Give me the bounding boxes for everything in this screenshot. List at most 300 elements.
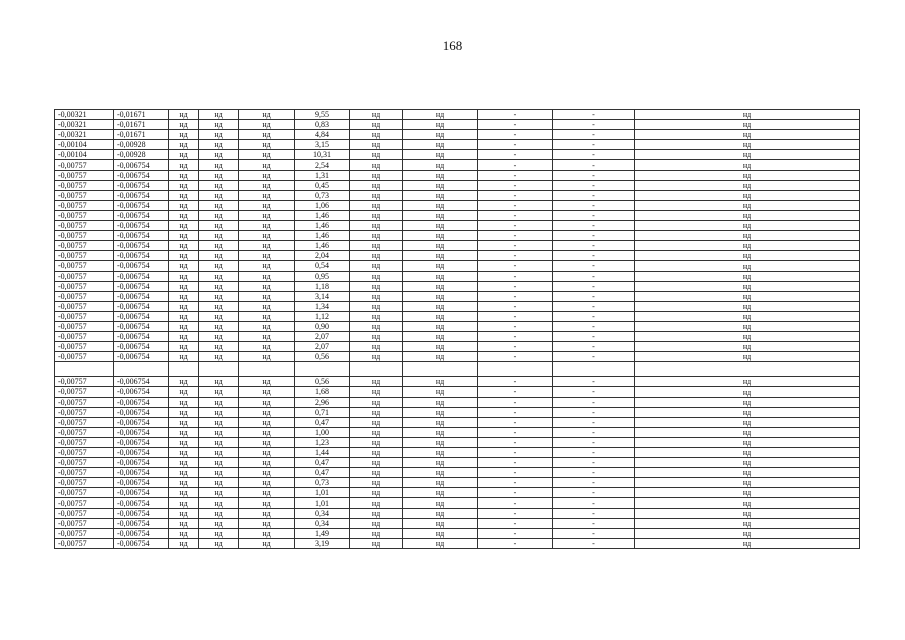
table-cell: нд bbox=[635, 377, 860, 387]
table-cell: 4,84 bbox=[295, 130, 350, 140]
table-row bbox=[55, 427, 860, 437]
table-cell: нд bbox=[635, 160, 860, 170]
table-cell: нд bbox=[350, 130, 403, 140]
table-cell: -0,006754 bbox=[114, 427, 169, 437]
table-cell: нд bbox=[199, 468, 239, 478]
table-cell: -0,00321 bbox=[55, 120, 114, 130]
table-cell: нд bbox=[635, 352, 860, 362]
spacer-row bbox=[55, 362, 860, 377]
table-cell: нд bbox=[169, 110, 199, 120]
spacer-cell bbox=[403, 362, 478, 377]
table-cell: - bbox=[553, 170, 635, 180]
table-cell: нд bbox=[199, 498, 239, 508]
table-cell: 1,68 bbox=[295, 387, 350, 397]
table-cell: - bbox=[553, 321, 635, 331]
table-cell: нд bbox=[199, 241, 239, 251]
table-cell: - bbox=[478, 190, 553, 200]
table-cell: -0,006754 bbox=[114, 291, 169, 301]
table-cell: -0,006754 bbox=[114, 417, 169, 427]
table-cell: нд bbox=[239, 291, 295, 301]
table-cell: нд bbox=[169, 377, 199, 387]
table-cell: нд bbox=[403, 437, 478, 447]
table-cell: нд bbox=[350, 301, 403, 311]
table-cell: нд bbox=[199, 190, 239, 200]
table-cell: 0,45 bbox=[295, 180, 350, 190]
table-cell: нд bbox=[350, 120, 403, 130]
table-cell: -0,00757 bbox=[55, 407, 114, 417]
table-cell: нд bbox=[239, 427, 295, 437]
table-cell: нд bbox=[239, 110, 295, 120]
table-cell: нд bbox=[635, 321, 860, 331]
table-cell: нд bbox=[350, 518, 403, 528]
table-cell: нд bbox=[199, 478, 239, 488]
table-cell: нд bbox=[239, 200, 295, 210]
table-cell: -0,006754 bbox=[114, 332, 169, 342]
table-cell: -0,00321 bbox=[55, 110, 114, 120]
table-cell: - bbox=[553, 458, 635, 468]
table-cell: нд bbox=[350, 332, 403, 342]
table-cell: - bbox=[478, 352, 553, 362]
table-cell: нд bbox=[635, 210, 860, 220]
table-cell: -0,00928 bbox=[114, 150, 169, 160]
table-row bbox=[55, 130, 860, 140]
table-cell: нд bbox=[169, 468, 199, 478]
table-cell: нд bbox=[403, 291, 478, 301]
table-cell: нд bbox=[350, 271, 403, 281]
table-cell: - bbox=[553, 120, 635, 130]
table-cell: -0,006754 bbox=[114, 538, 169, 548]
table-cell: нд bbox=[350, 210, 403, 220]
table-cell: нд bbox=[239, 437, 295, 447]
table-cell: - bbox=[553, 427, 635, 437]
table-cell: нд bbox=[635, 332, 860, 342]
table-cell: -0,006754 bbox=[114, 210, 169, 220]
table-cell: нд bbox=[403, 321, 478, 331]
table-cell: - bbox=[478, 261, 553, 271]
table-cell: нд bbox=[350, 377, 403, 387]
table-cell: нд bbox=[239, 352, 295, 362]
table-cell: -0,00757 bbox=[55, 281, 114, 291]
table-cell: нд bbox=[403, 528, 478, 538]
table-cell: - bbox=[478, 407, 553, 417]
table-cell: нд bbox=[635, 458, 860, 468]
table-cell: 0,56 bbox=[295, 352, 350, 362]
table-cell: - bbox=[478, 251, 553, 261]
table-cell: нд bbox=[403, 377, 478, 387]
table-cell: нд bbox=[169, 417, 199, 427]
table-cell: нд bbox=[403, 311, 478, 321]
table-cell: нд bbox=[169, 342, 199, 352]
table-cell: нд bbox=[239, 311, 295, 321]
table-cell: нд bbox=[169, 518, 199, 528]
table-cell: нд bbox=[635, 301, 860, 311]
table-cell: нд bbox=[199, 352, 239, 362]
table-cell: нд bbox=[635, 241, 860, 251]
table-cell: нд bbox=[199, 518, 239, 528]
table-cell: нд bbox=[239, 387, 295, 397]
table-cell: нд bbox=[199, 251, 239, 261]
table-cell: 1,46 bbox=[295, 221, 350, 231]
table-cell: -0,006754 bbox=[114, 498, 169, 508]
table-cell: 1,12 bbox=[295, 311, 350, 321]
table-cell: нд bbox=[169, 407, 199, 417]
table-cell: нд bbox=[350, 417, 403, 427]
table-cell: -0,01671 bbox=[114, 130, 169, 140]
table-row bbox=[55, 417, 860, 427]
table-cell: нд bbox=[239, 468, 295, 478]
table-cell: -0,006754 bbox=[114, 518, 169, 528]
table-body bbox=[55, 110, 860, 549]
spacer-cell bbox=[350, 362, 403, 377]
spacer-cell bbox=[295, 362, 350, 377]
table-cell: 3,15 bbox=[295, 140, 350, 150]
table-cell: нд bbox=[239, 251, 295, 261]
table-cell: нд bbox=[635, 291, 860, 301]
table-cell: - bbox=[478, 342, 553, 352]
table-cell: нд bbox=[239, 407, 295, 417]
table-cell: - bbox=[478, 291, 553, 301]
table-row bbox=[55, 528, 860, 538]
table-cell: нд bbox=[239, 301, 295, 311]
table-cell: нд bbox=[199, 488, 239, 498]
table-row bbox=[55, 150, 860, 160]
table-cell: нд bbox=[635, 528, 860, 538]
table-cell: нд bbox=[169, 352, 199, 362]
table-cell: нд bbox=[350, 190, 403, 200]
table-cell: нд bbox=[169, 397, 199, 407]
table-cell: нд bbox=[403, 478, 478, 488]
table-cell: - bbox=[553, 437, 635, 447]
table-cell: - bbox=[478, 488, 553, 498]
table-cell: - bbox=[478, 332, 553, 342]
table-cell: нд bbox=[350, 538, 403, 548]
table-cell: 9,55 bbox=[295, 110, 350, 120]
table-cell: нд bbox=[169, 120, 199, 130]
table-cell: - bbox=[553, 271, 635, 281]
table-cell: -0,00757 bbox=[55, 448, 114, 458]
table-cell: -0,00757 bbox=[55, 397, 114, 407]
table-cell: -0,00757 bbox=[55, 251, 114, 261]
table-cell: - bbox=[478, 110, 553, 120]
table-cell: -0,00757 bbox=[55, 301, 114, 311]
table-cell: нд bbox=[199, 271, 239, 281]
table-cell: нд bbox=[239, 231, 295, 241]
table-cell: нд bbox=[350, 448, 403, 458]
table-cell: 1,18 bbox=[295, 281, 350, 291]
table-cell: 1,44 bbox=[295, 448, 350, 458]
table-cell: нд bbox=[239, 281, 295, 291]
table-cell: нд bbox=[350, 321, 403, 331]
table-cell: - bbox=[553, 417, 635, 427]
table-cell: нд bbox=[403, 170, 478, 180]
table-cell: нд bbox=[169, 251, 199, 261]
table-cell: - bbox=[553, 448, 635, 458]
table-cell: нд bbox=[635, 170, 860, 180]
table-cell: нд bbox=[635, 130, 860, 140]
table-cell: нд bbox=[199, 140, 239, 150]
table-cell: - bbox=[553, 387, 635, 397]
table-cell: -0,00757 bbox=[55, 427, 114, 437]
table-cell: -0,01671 bbox=[114, 110, 169, 120]
table-row bbox=[55, 518, 860, 528]
table-cell: -0,006754 bbox=[114, 437, 169, 447]
table-cell: -0,006754 bbox=[114, 528, 169, 538]
table-cell: нд bbox=[350, 407, 403, 417]
table-cell: -0,006754 bbox=[114, 271, 169, 281]
table-cell: нд bbox=[403, 261, 478, 271]
table-cell: нд bbox=[199, 301, 239, 311]
table-cell: -0,00757 bbox=[55, 538, 114, 548]
table-cell: -0,00757 bbox=[55, 160, 114, 170]
table-cell: - bbox=[478, 448, 553, 458]
table-cell: - bbox=[478, 210, 553, 220]
table-cell: - bbox=[478, 180, 553, 190]
table-cell: нд bbox=[403, 407, 478, 417]
table-cell: нд bbox=[350, 311, 403, 321]
spacer-cell bbox=[199, 362, 239, 377]
table-row bbox=[55, 281, 860, 291]
table-cell: нд bbox=[199, 291, 239, 301]
table-cell: -0,006754 bbox=[114, 352, 169, 362]
table-cell: -0,006754 bbox=[114, 190, 169, 200]
table-cell: - bbox=[478, 231, 553, 241]
table-cell: -0,00757 bbox=[55, 241, 114, 251]
spacer-cell bbox=[114, 362, 169, 377]
table-cell: -0,00757 bbox=[55, 417, 114, 427]
page-number: 168 bbox=[442, 38, 463, 53]
table-cell: 1,00 bbox=[295, 427, 350, 437]
table-cell: -0,01671 bbox=[114, 120, 169, 130]
table-cell: нд bbox=[350, 458, 403, 468]
table-cell: - bbox=[553, 332, 635, 342]
table-cell: нд bbox=[239, 120, 295, 130]
table-cell: - bbox=[553, 261, 635, 271]
table-row bbox=[55, 291, 860, 301]
table-cell: нд bbox=[169, 180, 199, 190]
table-row bbox=[55, 488, 860, 498]
table-cell: -0,006754 bbox=[114, 241, 169, 251]
table-cell: нд bbox=[169, 150, 199, 160]
table-cell: - bbox=[553, 468, 635, 478]
table-cell: -0,00757 bbox=[55, 221, 114, 231]
table-cell: -0,00757 bbox=[55, 478, 114, 488]
table-cell: нд bbox=[403, 180, 478, 190]
table-row bbox=[55, 508, 860, 518]
table-cell: -0,006754 bbox=[114, 231, 169, 241]
table-cell: -0,00757 bbox=[55, 170, 114, 180]
table-cell: нд bbox=[635, 110, 860, 120]
table-cell: нд bbox=[169, 190, 199, 200]
table-cell: -0,00928 bbox=[114, 140, 169, 150]
table-cell: нд bbox=[635, 488, 860, 498]
table-row bbox=[55, 377, 860, 387]
table-cell: нд bbox=[199, 417, 239, 427]
table-cell: - bbox=[478, 508, 553, 518]
table-cell: - bbox=[478, 498, 553, 508]
table-cell: нд bbox=[350, 170, 403, 180]
table-row bbox=[55, 301, 860, 311]
spacer-cell bbox=[635, 362, 860, 377]
table-cell: нд bbox=[169, 427, 199, 437]
table-cell: нд bbox=[350, 231, 403, 241]
table-cell: нд bbox=[403, 352, 478, 362]
table-cell: нд bbox=[169, 231, 199, 241]
table-cell: -0,00757 bbox=[55, 458, 114, 468]
table-cell: нд bbox=[350, 140, 403, 150]
table-cell: нд bbox=[199, 458, 239, 468]
table-cell: -0,00757 bbox=[55, 200, 114, 210]
table-cell: -0,00757 bbox=[55, 321, 114, 331]
table-cell: нд bbox=[350, 427, 403, 437]
table-cell: нд bbox=[350, 437, 403, 447]
table-cell: нд bbox=[403, 120, 478, 130]
table-cell: нд bbox=[403, 221, 478, 231]
table-cell: нд bbox=[169, 528, 199, 538]
table-cell: - bbox=[478, 458, 553, 468]
table-cell: нд bbox=[350, 397, 403, 407]
table-cell: - bbox=[553, 528, 635, 538]
table-cell: нд bbox=[403, 281, 478, 291]
table-cell: нд bbox=[239, 528, 295, 538]
table-cell: -0,00104 bbox=[55, 140, 114, 150]
table-cell: нд bbox=[403, 200, 478, 210]
table-cell: нд bbox=[403, 508, 478, 518]
table-cell: -0,00757 bbox=[55, 437, 114, 447]
table-cell: -0,00757 bbox=[55, 291, 114, 301]
table-cell: - bbox=[478, 140, 553, 150]
table-cell: - bbox=[553, 342, 635, 352]
table-cell: -0,00757 bbox=[55, 352, 114, 362]
table-cell: -0,006754 bbox=[114, 311, 169, 321]
table-cell: нд bbox=[350, 352, 403, 362]
table-cell: нд bbox=[635, 387, 860, 397]
table-cell: нд bbox=[169, 478, 199, 488]
table-cell: - bbox=[553, 488, 635, 498]
table-cell: -0,006754 bbox=[114, 180, 169, 190]
table-cell: нд bbox=[169, 241, 199, 251]
table-cell: 1,31 bbox=[295, 170, 350, 180]
table-row bbox=[55, 332, 860, 342]
table-cell: -0,00757 bbox=[55, 311, 114, 321]
table-cell: - bbox=[478, 437, 553, 447]
table-cell: нд bbox=[403, 458, 478, 468]
table-cell: - bbox=[478, 221, 553, 231]
table-cell: нд bbox=[635, 200, 860, 210]
table-cell: нд bbox=[239, 377, 295, 387]
table-cell: нд bbox=[350, 528, 403, 538]
table-cell: - bbox=[553, 291, 635, 301]
table-cell: нд bbox=[169, 311, 199, 321]
table-cell: нд bbox=[350, 468, 403, 478]
table-cell: нд bbox=[169, 261, 199, 271]
table-cell: - bbox=[553, 281, 635, 291]
table-cell: - bbox=[478, 387, 553, 397]
table-cell: - bbox=[478, 468, 553, 478]
table-cell: нд bbox=[169, 170, 199, 180]
table-cell: 1,01 bbox=[295, 488, 350, 498]
table-cell: 3,14 bbox=[295, 291, 350, 301]
table-cell: нд bbox=[403, 498, 478, 508]
table-row bbox=[55, 160, 860, 170]
table-cell: нд bbox=[635, 281, 860, 291]
table-cell: нд bbox=[199, 110, 239, 120]
spacer-cell bbox=[553, 362, 635, 377]
table-cell: - bbox=[553, 407, 635, 417]
table-cell: нд bbox=[635, 221, 860, 231]
table-cell: нд bbox=[199, 437, 239, 447]
table-row bbox=[55, 397, 860, 407]
table-cell: -0,006754 bbox=[114, 458, 169, 468]
spacer-cell bbox=[239, 362, 295, 377]
table-cell: - bbox=[478, 301, 553, 311]
table-cell: 0,73 bbox=[295, 190, 350, 200]
table-cell: нд bbox=[169, 387, 199, 397]
table-cell: -0,00757 bbox=[55, 468, 114, 478]
table-cell: 0,71 bbox=[295, 407, 350, 417]
table-cell: нд bbox=[635, 150, 860, 160]
table-row bbox=[55, 407, 860, 417]
table-cell: нд bbox=[239, 170, 295, 180]
table-cell: нд bbox=[350, 150, 403, 160]
table-cell: -0,00757 bbox=[55, 332, 114, 342]
table-cell: -0,006754 bbox=[114, 468, 169, 478]
table-row bbox=[55, 352, 860, 362]
table-cell: нд bbox=[635, 397, 860, 407]
table-cell: нд bbox=[635, 190, 860, 200]
table-cell: нд bbox=[635, 427, 860, 437]
table-cell: нд bbox=[403, 518, 478, 528]
table-cell: нд bbox=[239, 478, 295, 488]
table-cell: нд bbox=[199, 120, 239, 130]
table-cell: -0,006754 bbox=[114, 321, 169, 331]
data-table bbox=[54, 109, 860, 549]
table-cell: 1,06 bbox=[295, 200, 350, 210]
table-cell: - bbox=[553, 397, 635, 407]
table-cell: нд bbox=[350, 251, 403, 261]
table-row bbox=[55, 468, 860, 478]
table-cell: нд bbox=[239, 150, 295, 160]
table-cell: нд bbox=[239, 332, 295, 342]
table-cell: -0,00757 bbox=[55, 231, 114, 241]
data-table-container bbox=[54, 109, 859, 549]
spacer-cell bbox=[169, 362, 199, 377]
table-cell: нд bbox=[199, 231, 239, 241]
table-cell: -0,00757 bbox=[55, 210, 114, 220]
table-cell: нд bbox=[403, 417, 478, 427]
table-row bbox=[55, 437, 860, 447]
table-cell: нд bbox=[350, 342, 403, 352]
table-row bbox=[55, 448, 860, 458]
table-cell: нд bbox=[403, 387, 478, 397]
table-cell: нд bbox=[350, 261, 403, 271]
table-cell: -0,006754 bbox=[114, 221, 169, 231]
table-row bbox=[55, 458, 860, 468]
table-cell: нд bbox=[169, 160, 199, 170]
table-cell: - bbox=[478, 311, 553, 321]
table-cell: нд bbox=[635, 180, 860, 190]
table-cell: -0,00757 bbox=[55, 342, 114, 352]
table-cell: нд bbox=[350, 241, 403, 251]
table-cell: нд bbox=[403, 342, 478, 352]
table-cell: нд bbox=[635, 271, 860, 281]
table-cell: нд bbox=[350, 180, 403, 190]
table-cell: нд bbox=[403, 150, 478, 160]
table-cell: нд bbox=[169, 508, 199, 518]
table-row bbox=[55, 498, 860, 508]
table-cell: нд bbox=[199, 160, 239, 170]
table-cell: - bbox=[553, 110, 635, 120]
table-row bbox=[55, 538, 860, 548]
